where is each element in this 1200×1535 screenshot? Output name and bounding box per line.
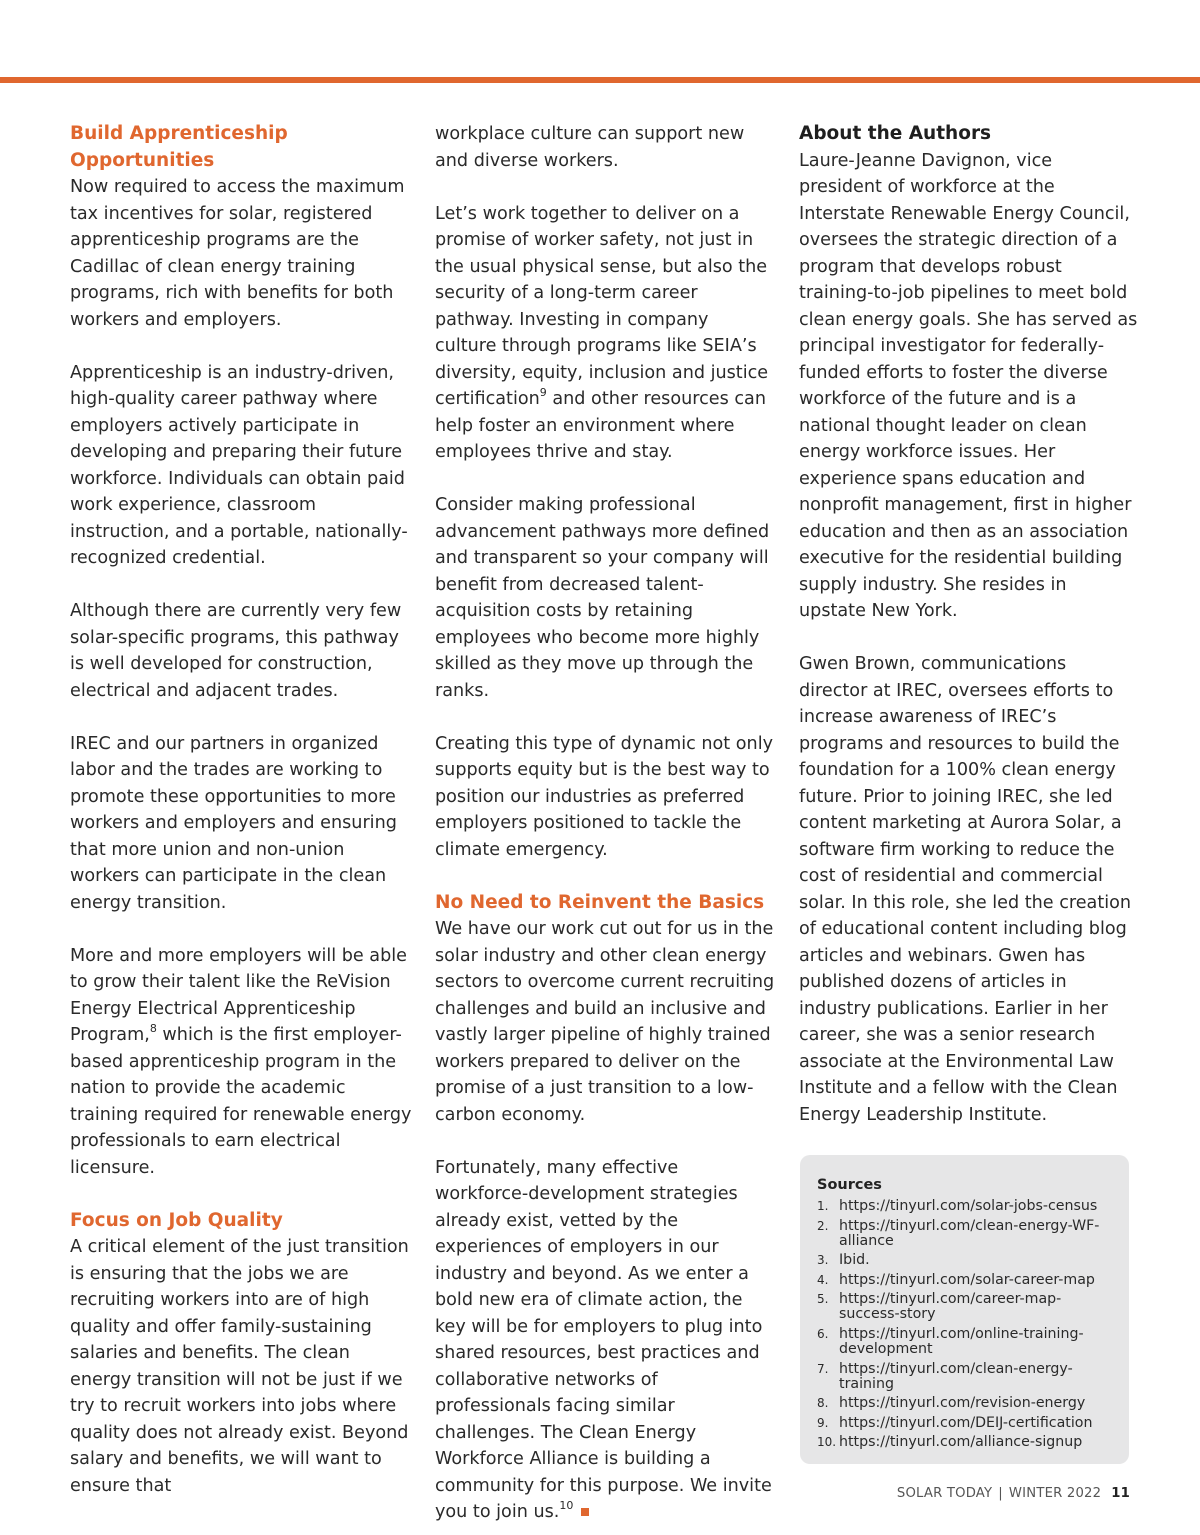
source-item	[817, 1396, 1119, 1411]
footnote-ref-9: 9	[539, 386, 547, 400]
paragraph: IREC and our partners in organized labor and the trades are working to promote these opportunities to more workers and employers and ensuring that more union and non-union workers can participate in the clean energy transition.	[70, 733, 397, 913]
source-item	[817, 1327, 1119, 1357]
paragraph-text: Let’s work together to deliver on a promise of worker safety, not just in the usual physical sense, but also the security of a long-term career pathway. Investing in company culture through programs like SEIA’s diversity, equity, inclusion and justice certification	[435, 203, 769, 409]
paragraph: workplace culture can support new and diverse workers.	[435, 124, 745, 171]
source-link[interactable]: https://tinyurl.com/clean-energy-WF-alliance	[839, 1217, 1100, 1249]
header-rule	[0, 77, 1200, 83]
article-column-1	[70, 121, 415, 1499]
source-link[interactable]: https://tinyurl.com/online-training-development	[839, 1325, 1084, 1357]
source-link[interactable]: https://tinyurl.com/clean-energy-training	[839, 1360, 1073, 1392]
source-item	[817, 1416, 1119, 1431]
paragraph: Apprenticeship is an industry-driven, high-quality career pathway where employers actively participate in developing and preparing their future workforce. Individuals can obtain paid work experience, classroom instruction, and a portable, nationally-recognized credential.	[70, 362, 408, 568]
source-link[interactable]: https://tinyurl.com/career-map-success-story	[839, 1291, 1062, 1323]
source-item	[817, 1219, 1119, 1249]
about-authors-heading: About the Authors	[799, 123, 992, 144]
author-bio-davignon: Laure-Jeanne Davignon, vice president of workforce at the Interstate Renewable Energy Council, oversees the strategic direction of a program that develops robust training-to-job pipelines to meet bold clean energy goals. She has served as principal investigator for federally-funded efforts to foster the diverse workforce of the future and is a national thought leader on clean energy workforce issues. Her experience spans education and nonprofit management, first in higher education and then as an association executive for the residential building supply industry. She resides in upstate New York.	[799, 150, 1138, 621]
source-link[interactable]: https://tinyurl.com/alliance-signup	[839, 1434, 1083, 1451]
paragraph: Consider making professional advancement pathways more defined and transparent so your company will benefit from decreased talent-acquisition costs by retaining employees who become more highly skilled as they move up through the ranks.	[435, 495, 770, 701]
source-number: 7.	[817, 1361, 829, 1376]
source-item	[817, 1253, 1119, 1268]
authors-column	[799, 121, 1139, 1128]
source-number: 4.	[817, 1272, 829, 1287]
source-number: 6.	[817, 1326, 829, 1341]
sources-list	[817, 1199, 1119, 1450]
source-number: 5.	[817, 1292, 829, 1307]
paragraph-text: Fortunately, many effective workforce-development strategies already exist, vetted by the experiences of employers in our industry and beyond. As we enter a bold new era of climate action, the key will be for employers to plug into shared resources, best practices and collaborative networks of professionals facing similar challenges. The Clean Energy Workforce Alliance is building a community for this purpose. We invite you to join us.	[435, 1157, 772, 1522]
article-column-2	[435, 121, 775, 1526]
page-footer	[897, 1486, 1130, 1501]
issue-date: WINTER 2022	[1008, 1486, 1102, 1501]
section-heading-apprenticeship: Build Apprenticeship Opportunities	[70, 123, 288, 171]
sources-box	[800, 1155, 1129, 1464]
paragraph-text: and other resources can help foster an environment where employees thrive and stay.	[435, 389, 766, 462]
paragraph: We have our work cut out for us in the solar industry and other clean energy sectors to overcome current recruiting challenges and build an inclusive and vastly larger pipeline of highly trained workers prepared to deliver on the promise of a just transition to a low-carbon economy.	[435, 919, 775, 1125]
source-number: 9.	[817, 1415, 829, 1430]
paragraph-text: More and more employers will be able to grow their talent like the ReVision Energy Electrical Apprenticeship Program,	[70, 945, 407, 1045]
author-bio-brown: Gwen Brown, communications director at IREC, oversees efforts to increase awareness of IREC’s programs and resources to build the foundation for a 100% clean energy future. Prior to joining IREC, she led content marketing at Aurora Solar, a software firm working to reduce the cost of residential and commercial solar. In this role, she led the creation of educational content including blog articles and webinars. Gwen has published dozens of articles in industry publications. Earlier in her career, she was a senior research associate at the Environmental Law Institute and a fellow with the Clean Energy Leadership Institute.	[799, 654, 1132, 1125]
sources-title: Sources	[817, 1177, 882, 1193]
source-link[interactable]: https://tinyurl.com/solar-career-map	[839, 1271, 1095, 1288]
source-item	[817, 1362, 1119, 1392]
source-number: 3.	[817, 1253, 829, 1268]
source-item	[817, 1273, 1119, 1288]
paragraph	[435, 1155, 775, 1526]
source-number: 10.	[817, 1435, 837, 1450]
paragraph-text: which is the first employer-based apprenticeship program in the nation to provide the academic training required for renewable energy professionals to earn electrical licensure.	[70, 1025, 412, 1178]
source-item	[817, 1435, 1119, 1450]
section-heading-job-quality: Focus on Job Quality	[70, 1209, 283, 1231]
source-link: Ibid.	[839, 1252, 870, 1269]
source-item	[817, 1292, 1119, 1322]
paragraph: Creating this type of dynamic not only supports equity but is the best way to position our industries as preferred employers positioned to tackle the climate emergency.	[435, 733, 774, 860]
paragraph: A critical element of the just transition is ensuring that the jobs we are recruiting workers into are of high quality and offer family-sustaining salaries and benefits. The clean energy transition will not be just if we try to recruit workers into jobs where quality does not already exist. Beyond salary and benefits, we will want to ensure that	[70, 1237, 409, 1496]
source-link[interactable]: https://tinyurl.com/DEIJ-certification	[839, 1414, 1093, 1431]
footnote-ref-10: 10	[559, 1499, 574, 1513]
paragraph: Although there are currently very few solar-specific programs, this pathway is well developed for construction, electrical and adjacent trades.	[70, 601, 402, 701]
section-heading-basics: No Need to Reinvent the Basics	[435, 891, 765, 913]
page-number: 11	[1111, 1486, 1130, 1501]
paragraph	[70, 943, 415, 1182]
source-number: 2.	[817, 1218, 829, 1233]
footnote-ref-8: 8	[149, 1022, 157, 1036]
paragraph	[435, 201, 775, 466]
source-item	[817, 1199, 1119, 1214]
source-link[interactable]: https://tinyurl.com/solar-jobs-census	[839, 1198, 1098, 1214]
paragraph: Now required to access the maximum tax incentives for solar, registered apprenticeship programs are the Cadillac of clean energy training programs, rich with benefits for both workers and employers.	[70, 177, 405, 330]
publication-name: SOLAR TODAY	[896, 1486, 993, 1501]
footer-separator: |	[998, 1486, 1003, 1501]
source-number: 8.	[817, 1396, 829, 1411]
end-of-article-square-icon	[581, 1508, 589, 1516]
source-link[interactable]: https://tinyurl.com/revision-energy	[839, 1395, 1086, 1412]
source-number: 1.	[817, 1199, 829, 1213]
